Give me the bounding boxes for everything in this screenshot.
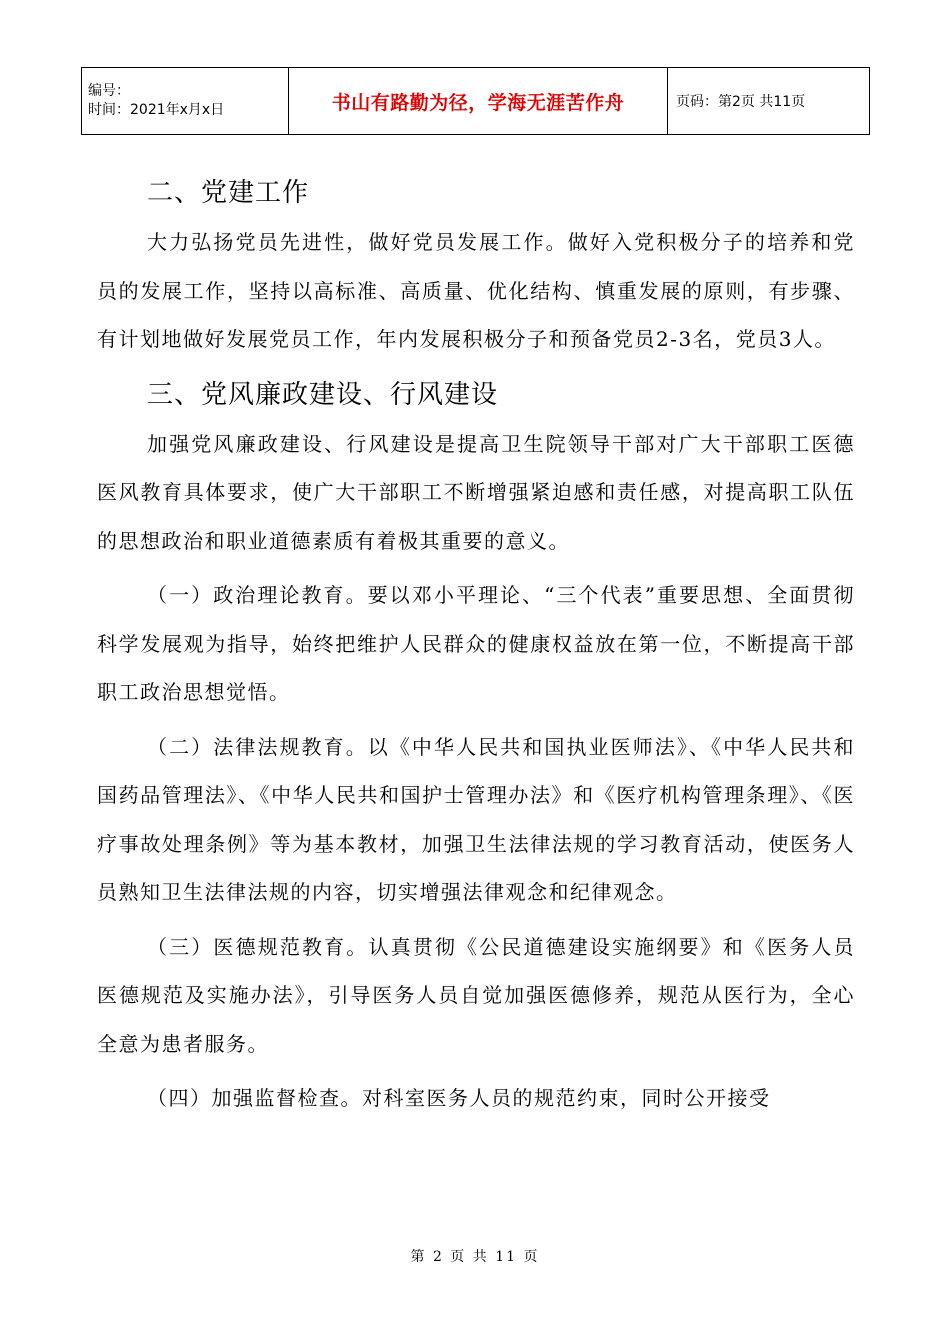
document-body <box>97 168 855 1129</box>
document-header <box>81 67 870 135</box>
paragraph-ethics-education: （三）医德规范教育。认真贯彻《公民道德建设实施纲要》和《医务人员医德规范及实施办法》，引导医务人员自觉加强医德修养，规范从医行为，全心全意为患者服务。 <box>97 934 855 1056</box>
paragraph: 大力弘扬党员先进性，做好党员发展工作。做好入党积极分子的培养和党员的发展工作，坚持以高标准、高质量、优化结构、慎重发展的原则，有步骤、有计划地做好发展党员工作，年内发展积极分子和预备党员2-3名，党员3人。 <box>97 230 855 351</box>
paragraph-legal-education: （二）法律法规教育。以《中华人民共和国执业医师法》、《中华人民共和国药品管理法》、《中华人民共和国护士管理办法》和《医疗机构管理条理》、《医疗事故处理条例》等为基本教材，加强卫生法律法规的学习教育活动，使医务人员熟知卫生法律法规的内容，切实增强法律观念和纪律观念。 <box>97 734 855 904</box>
paragraph: 加强党风廉政建设、行风建设是提高卫生院领导干部对广大干部职工医德医风教育具体要求，使广大干部职工不断增强紧迫感和责任感，对提高职工队伍的思想政治和职业道德素质有着极其重要的意义。 <box>97 431 855 553</box>
document-number-label: 编号： <box>88 83 130 99</box>
section-heading-integrity: 三、党风廉政建设、行风建设 <box>147 379 499 410</box>
header-meta-cell <box>82 68 289 135</box>
header-motto: 书山有路勤为径，学海无涯苦作舟 <box>289 68 668 135</box>
document-date-label: 时间：2021年x月x日 <box>88 102 225 118</box>
page-footer: 第 2 页 共 11 页 <box>410 1249 540 1265</box>
paragraph-political-education: （一）政治理论教育。要以邓小平理论、“三个代表”重要思想、全面贯彻科学发展观为指导，始终把维护人民群众的健康权益放在第一位，不断提高干部职工政治思想觉悟。 <box>97 583 855 704</box>
paragraph-supervision: （四）加强监督检查。对科室医务人员的规范约束，同时公开接受 <box>147 1086 771 1110</box>
section-heading-party-building: 二、党建工作 <box>147 178 310 208</box>
header-page-label: 页码：第2页 共11页 <box>668 68 870 135</box>
